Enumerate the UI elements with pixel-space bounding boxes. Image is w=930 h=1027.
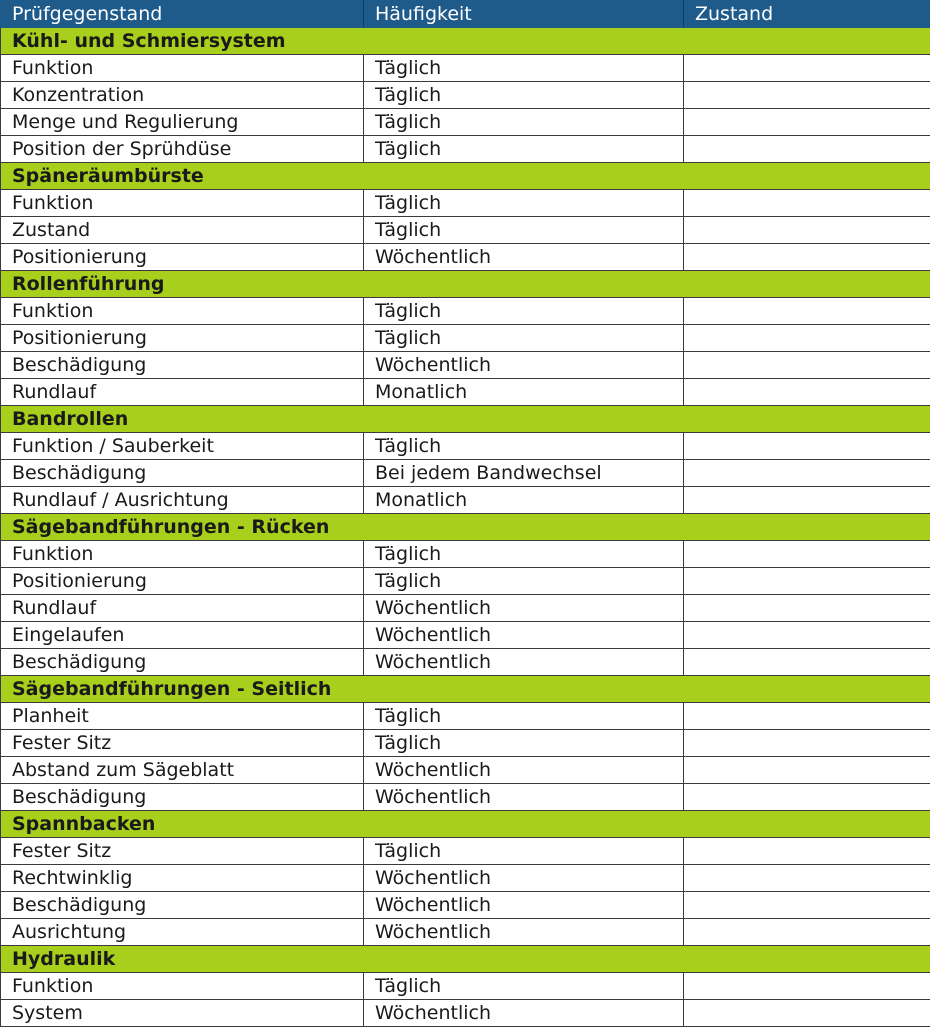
- item-cell: Beschädigung: [1, 784, 364, 811]
- table-row: [1, 784, 930, 811]
- status-cell[interactable]: [684, 487, 930, 514]
- item-cell: Eingelaufen: [1, 622, 364, 649]
- status-cell[interactable]: [684, 703, 930, 730]
- frequency-cell: Täglich: [364, 136, 684, 163]
- section-title: Kühl- und Schmiersystem: [1, 28, 930, 55]
- item-cell: Funktion: [1, 298, 364, 325]
- section-title: Bandrollen: [1, 406, 930, 433]
- item-cell: Konzentration: [1, 82, 364, 109]
- section-row: [1, 514, 930, 541]
- status-cell[interactable]: [684, 136, 930, 163]
- status-cell[interactable]: [684, 190, 930, 217]
- table-row: [1, 82, 930, 109]
- status-cell[interactable]: [684, 838, 930, 865]
- status-cell[interactable]: [684, 298, 930, 325]
- item-cell: Beschädigung: [1, 649, 364, 676]
- item-cell: Funktion: [1, 541, 364, 568]
- item-cell: Positionierung: [1, 568, 364, 595]
- status-cell[interactable]: [684, 595, 930, 622]
- item-cell: Funktion: [1, 55, 364, 82]
- section-title: Sägebandführungen - Rücken: [1, 514, 930, 541]
- status-cell[interactable]: [684, 82, 930, 109]
- section-title: Sägebandführungen - Seitlich: [1, 676, 930, 703]
- section-title: Hydraulik: [1, 946, 930, 973]
- frequency-cell: Wöchentlich: [364, 1000, 684, 1027]
- item-cell: System: [1, 1000, 364, 1027]
- table-row: [1, 568, 930, 595]
- item-cell: Funktion: [1, 973, 364, 1000]
- status-cell[interactable]: [684, 352, 930, 379]
- section-row: [1, 271, 930, 298]
- section-row: [1, 811, 930, 838]
- frequency-cell: Täglich: [364, 973, 684, 1000]
- frequency-cell: Wöchentlich: [364, 784, 684, 811]
- table-row: [1, 379, 930, 406]
- status-cell[interactable]: [684, 1000, 930, 1027]
- table-row: [1, 136, 930, 163]
- frequency-cell: Täglich: [364, 838, 684, 865]
- status-cell[interactable]: [684, 973, 930, 1000]
- table-row: [1, 433, 930, 460]
- frequency-cell: Täglich: [364, 217, 684, 244]
- frequency-cell: Wöchentlich: [364, 919, 684, 946]
- table-row: [1, 55, 930, 82]
- item-cell: Zustand: [1, 217, 364, 244]
- status-cell[interactable]: [684, 244, 930, 271]
- status-cell[interactable]: [684, 757, 930, 784]
- status-cell[interactable]: [684, 892, 930, 919]
- status-cell[interactable]: [684, 109, 930, 136]
- status-cell[interactable]: [684, 433, 930, 460]
- item-cell: Beschädigung: [1, 460, 364, 487]
- item-cell: Rundlauf: [1, 379, 364, 406]
- status-cell[interactable]: [684, 649, 930, 676]
- table-row: [1, 352, 930, 379]
- frequency-cell: Täglich: [364, 325, 684, 352]
- section-row: [1, 163, 930, 190]
- item-cell: Beschädigung: [1, 352, 364, 379]
- table-row: [1, 217, 930, 244]
- table-row: [1, 730, 930, 757]
- frequency-cell: Wöchentlich: [364, 595, 684, 622]
- header-zustand: Zustand: [684, 1, 930, 28]
- status-cell[interactable]: [684, 55, 930, 82]
- frequency-cell: Wöchentlich: [364, 892, 684, 919]
- table-row: [1, 703, 930, 730]
- section-row: [1, 406, 930, 433]
- frequency-cell: Täglich: [364, 109, 684, 136]
- frequency-cell: Bei jedem Bandwechsel: [364, 460, 684, 487]
- frequency-cell: Wöchentlich: [364, 649, 684, 676]
- table-row: [1, 541, 930, 568]
- item-cell: Funktion / Sauberkeit: [1, 433, 364, 460]
- item-cell: Rundlauf / Ausrichtung: [1, 487, 364, 514]
- frequency-cell: Täglich: [364, 190, 684, 217]
- table-row: [1, 1000, 930, 1027]
- table-row: [1, 298, 930, 325]
- section-title: Späneräumbürste: [1, 163, 930, 190]
- table-row: [1, 649, 930, 676]
- frequency-cell: Monatlich: [364, 379, 684, 406]
- header-haeufigkeit: Häufigkeit: [364, 1, 684, 28]
- frequency-cell: Wöchentlich: [364, 622, 684, 649]
- frequency-cell: Täglich: [364, 298, 684, 325]
- table-row: [1, 865, 930, 892]
- item-cell: Rechtwinklig: [1, 865, 364, 892]
- table-header-row: [1, 1, 930, 28]
- section-row: [1, 946, 930, 973]
- frequency-cell: Täglich: [364, 82, 684, 109]
- frequency-cell: Wöchentlich: [364, 352, 684, 379]
- table-row: [1, 325, 930, 352]
- item-cell: Funktion: [1, 190, 364, 217]
- table-body: [1, 28, 930, 1027]
- item-cell: Position der Sprühdüse: [1, 136, 364, 163]
- table-row: [1, 622, 930, 649]
- table-row: [1, 892, 930, 919]
- frequency-cell: Täglich: [364, 541, 684, 568]
- item-cell: Positionierung: [1, 325, 364, 352]
- frequency-cell: Täglich: [364, 568, 684, 595]
- status-cell[interactable]: [684, 865, 930, 892]
- table-row: [1, 838, 930, 865]
- item-cell: Planheit: [1, 703, 364, 730]
- frequency-cell: Täglich: [364, 55, 684, 82]
- status-cell[interactable]: [684, 541, 930, 568]
- status-cell[interactable]: [684, 568, 930, 595]
- status-cell[interactable]: [684, 919, 930, 946]
- frequency-cell: Wöchentlich: [364, 865, 684, 892]
- status-cell[interactable]: [684, 325, 930, 352]
- table-row: [1, 595, 930, 622]
- item-cell: Positionierung: [1, 244, 364, 271]
- section-title: Rollenführung: [1, 271, 930, 298]
- frequency-cell: Wöchentlich: [364, 244, 684, 271]
- item-cell: Fester Sitz: [1, 838, 364, 865]
- frequency-cell: Monatlich: [364, 487, 684, 514]
- table-row: [1, 757, 930, 784]
- section-row: [1, 28, 930, 55]
- header-pruefgegenstand: Prüfgegenstand: [1, 1, 364, 28]
- table-row: [1, 244, 930, 271]
- section-row: [1, 676, 930, 703]
- status-cell[interactable]: [684, 379, 930, 406]
- status-cell[interactable]: [684, 622, 930, 649]
- status-cell[interactable]: [684, 730, 930, 757]
- table-row: [1, 190, 930, 217]
- status-cell[interactable]: [684, 217, 930, 244]
- item-cell: Fester Sitz: [1, 730, 364, 757]
- frequency-cell: Täglich: [364, 703, 684, 730]
- status-cell[interactable]: [684, 784, 930, 811]
- table-row: [1, 109, 930, 136]
- table-row: [1, 487, 930, 514]
- frequency-cell: Täglich: [364, 730, 684, 757]
- item-cell: Beschädigung: [1, 892, 364, 919]
- frequency-cell: Wöchentlich: [364, 757, 684, 784]
- table-row: [1, 460, 930, 487]
- item-cell: Abstand zum Sägeblatt: [1, 757, 364, 784]
- section-title: Spannbacken: [1, 811, 930, 838]
- status-cell[interactable]: [684, 460, 930, 487]
- item-cell: Ausrichtung: [1, 919, 364, 946]
- table-row: [1, 973, 930, 1000]
- item-cell: Rundlauf: [1, 595, 364, 622]
- table-row: [1, 919, 930, 946]
- frequency-cell: Täglich: [364, 433, 684, 460]
- item-cell: Menge und Regulierung: [1, 109, 364, 136]
